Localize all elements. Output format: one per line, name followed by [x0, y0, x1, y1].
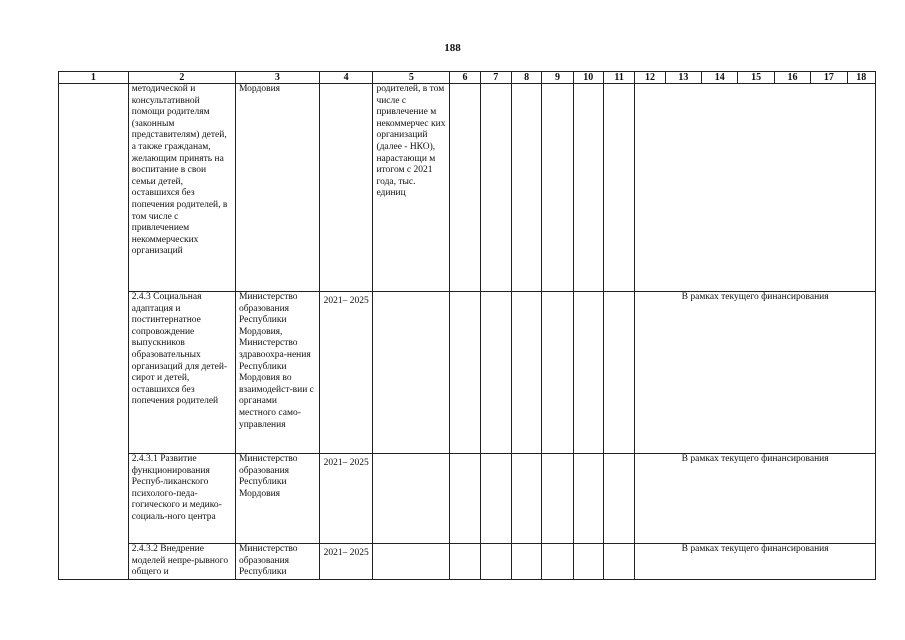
header-cell: 8: [511, 72, 541, 84]
header-cell: 17: [811, 72, 847, 84]
value-cell: [511, 454, 541, 544]
value-cell: [511, 292, 541, 454]
value-cell: [450, 84, 480, 292]
header-cell: 15: [738, 72, 774, 84]
header-cell: 16: [774, 72, 810, 84]
event-name-cell: 2.4.3 Социальная адаптация и постинтернатное сопровождение выпускников образовательных организаций для детей-сирот и детей, оставшихся без попечения родителей: [128, 292, 235, 454]
value-cell: [511, 544, 541, 580]
plan-table: [58, 71, 876, 580]
value-cell: [603, 84, 634, 292]
header-cell: 6: [450, 72, 480, 84]
period-cell: 2021– 2025: [319, 544, 373, 580]
event-name-cell: 2.4.3.2 Внедрение моделей непре-рывного общего и: [128, 544, 235, 580]
funding-note-cell: В рамках текущего финансирования: [635, 544, 876, 580]
value-cell: [480, 292, 511, 454]
indicator-cell: [373, 292, 450, 454]
value-cell: [573, 454, 603, 544]
value-cell: [573, 84, 603, 292]
table-row: [59, 292, 876, 454]
header-cell: 9: [542, 72, 573, 84]
row-number-cell: [59, 84, 129, 580]
header-cell: 1: [59, 72, 129, 84]
value-cell: [603, 292, 634, 454]
header-cell: 11: [603, 72, 634, 84]
executor-cell: Министерство образования Республики: [235, 544, 319, 580]
executor-cell: Министерство образования Республики Мордовия: [235, 454, 319, 544]
value-cell: [542, 544, 573, 580]
event-name-cell: 2.4.3.1 Развитие функционирования Респуб-ликанского психолого-педа-гогического и медико-социаль-ного центра: [128, 454, 235, 544]
header-cell: 4: [319, 72, 373, 84]
value-cell: [573, 292, 603, 454]
value-cell: [603, 454, 634, 544]
header-cell: 13: [665, 72, 701, 84]
period-cell: [319, 84, 373, 292]
executor-cell: Мордовия: [235, 84, 319, 292]
value-cell: [542, 454, 573, 544]
period-cell: 2021– 2025: [319, 454, 373, 544]
funding-note-cell: В рамках текущего финансирования: [635, 454, 876, 544]
value-cell: [480, 544, 511, 580]
header-cell: 12: [635, 72, 665, 84]
indicator-cell: родителей, в том числе с привлечение м некоммерчес ких организаций (далее - НКО), нарастающи м итогом с 2021 года, тыс. единиц: [373, 84, 450, 292]
header-cell: 3: [235, 72, 319, 84]
header-row: [59, 72, 876, 84]
funding-note-cell: В рамках текущего финансирования: [635, 292, 876, 454]
indicator-cell: [373, 544, 450, 580]
funding-note-cell: [635, 84, 876, 292]
value-cell: [573, 544, 603, 580]
table-row: [59, 544, 876, 580]
indicator-cell: [373, 454, 450, 544]
page-number: 188: [444, 42, 461, 54]
value-cell: [450, 292, 480, 454]
value-cell: [450, 454, 480, 544]
header-cell: 18: [847, 72, 875, 84]
value-cell: [480, 454, 511, 544]
value-cell: [542, 292, 573, 454]
header-cell: 14: [702, 72, 738, 84]
event-name-cell: методической и консультативной помощи родителям (законным представителям) детей, а также гражданам, желающим принять на воспитание в свои семьи детей, оставшихся без попечения родителей, в том числе с привлечением некоммерческих организаций: [128, 84, 235, 292]
value-cell: [511, 84, 541, 292]
header-cell: 7: [480, 72, 511, 84]
value-cell: [603, 544, 634, 580]
value-cell: [542, 84, 573, 292]
header-cell: 10: [573, 72, 603, 84]
executor-cell: Министерство образования Республики Мордовия, Министерство здравоохра-нения Республики Мордовия во взаимодейст-вии с органами местного само-управления: [235, 292, 319, 454]
table-row: [59, 454, 876, 544]
value-cell: [480, 84, 511, 292]
period-cell: 2021– 2025: [319, 292, 373, 454]
value-cell: [450, 544, 480, 580]
header-cell: 5: [373, 72, 450, 84]
table-row: [59, 84, 876, 292]
header-cell: 2: [128, 72, 235, 84]
